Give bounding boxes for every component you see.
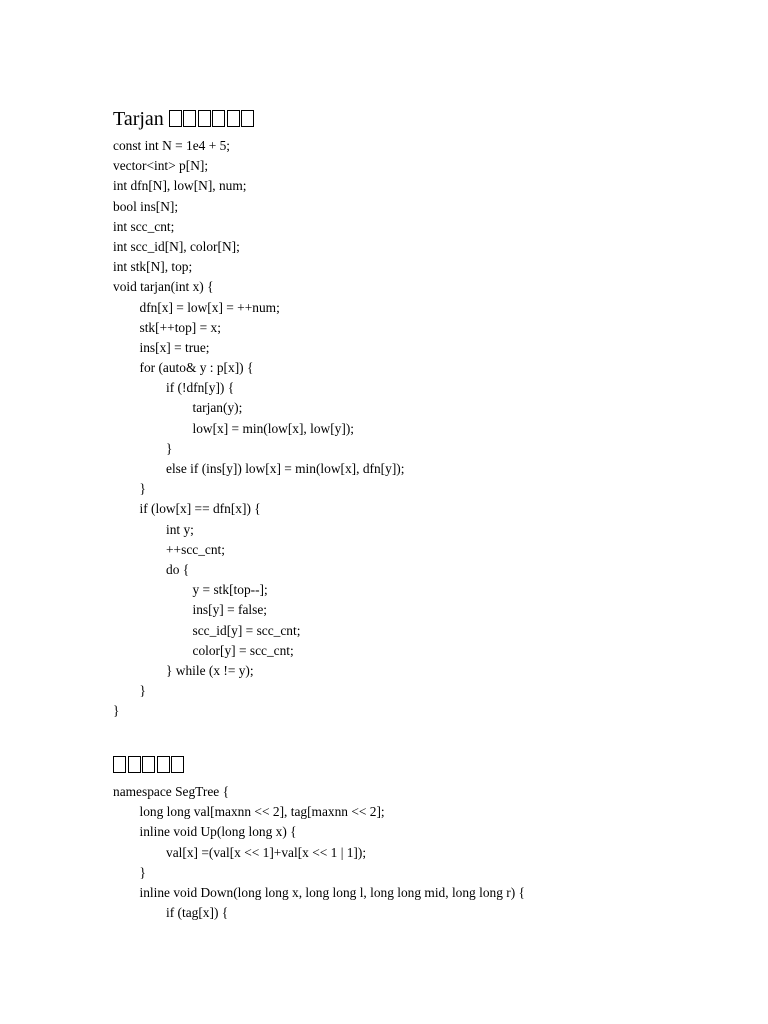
code-line: namespace SegTree { <box>113 784 229 799</box>
missing-glyph-box <box>171 756 184 773</box>
missing-glyph-box <box>212 110 225 127</box>
missing-glyph-boxes <box>169 108 256 130</box>
code-line: } <box>113 703 120 719</box>
code-line: ins[x] = true; <box>139 339 210 355</box>
code-line: int y; <box>166 521 194 537</box>
code-line: bool ins[N]; <box>113 198 179 214</box>
missing-glyph-box <box>227 110 240 127</box>
code-line: } <box>139 683 146 699</box>
code-block <box>113 136 728 721</box>
code-line: inline void Up(long long x) { <box>139 824 297 840</box>
missing-glyph-box <box>198 110 211 127</box>
code-line: vector<int> p[N]; <box>113 158 209 174</box>
missing-glyph-box <box>113 756 126 773</box>
section-heading <box>113 752 728 778</box>
code-line: if (low[x] == dfn[x]) { <box>139 501 261 517</box>
missing-glyph-box <box>157 756 170 773</box>
code-line: ++scc_cnt; <box>166 541 225 557</box>
code-line: int scc_cnt; <box>113 218 175 234</box>
code-line: ins[y] = false; <box>192 602 267 618</box>
code-line: } <box>139 864 146 880</box>
code-line: scc_id[y] = scc_cnt; <box>192 622 301 638</box>
code-block <box>113 782 728 923</box>
code-line: for (auto& y : p[x]) { <box>139 360 254 376</box>
code-line: color[y] = scc_cnt; <box>192 642 294 658</box>
code-line: } <box>139 481 146 497</box>
code-line: else if (ins[y]) low[x] = min(low[x], dfn[y]); <box>166 461 405 476</box>
code-line: low[x] = min(low[x], low[y]); <box>192 420 355 436</box>
code-line: tarjan(y); <box>192 400 243 416</box>
code-line: dfn[x] = low[x] = ++num; <box>139 299 280 315</box>
code-line: long long val[maxnn << 2], tag[maxnn << 2]; <box>139 804 385 820</box>
code-line: inline void Down(long long x, long long l, long long mid, long long r) { <box>139 884 525 900</box>
missing-glyph-box <box>169 110 182 127</box>
heading-text: Tarjan <box>113 108 164 130</box>
code-line: y = stk[top--]; <box>192 582 268 598</box>
missing-glyph-box <box>183 110 196 127</box>
code-line: void tarjan(int x) { <box>113 279 214 295</box>
code-line: if (tag[x]) { <box>166 905 229 921</box>
missing-glyph-box <box>142 756 155 773</box>
section-tarjan-scc <box>113 106 728 721</box>
code-line: do { <box>166 561 190 577</box>
code-line: if (!dfn[y]) { <box>166 380 235 396</box>
section-segment-tree <box>113 752 728 923</box>
code-line: } <box>166 440 173 456</box>
code-line: int scc_id[N], color[N]; <box>113 238 240 254</box>
missing-glyph-box <box>241 110 254 127</box>
code-line: val[x] =(val[x << 1]+val[x << 1 | 1]); <box>166 844 367 860</box>
missing-glyph-box <box>128 756 141 773</box>
code-line: int dfn[N], low[N], num; <box>113 178 247 194</box>
code-line: int stk[N], top; <box>113 259 193 275</box>
code-line: const int N = 1e4 + 5; <box>113 138 231 153</box>
section-heading <box>113 106 728 132</box>
missing-glyph-boxes <box>113 754 186 776</box>
code-line: } while (x != y); <box>166 662 254 678</box>
code-line: stk[++top] = x; <box>139 319 221 335</box>
